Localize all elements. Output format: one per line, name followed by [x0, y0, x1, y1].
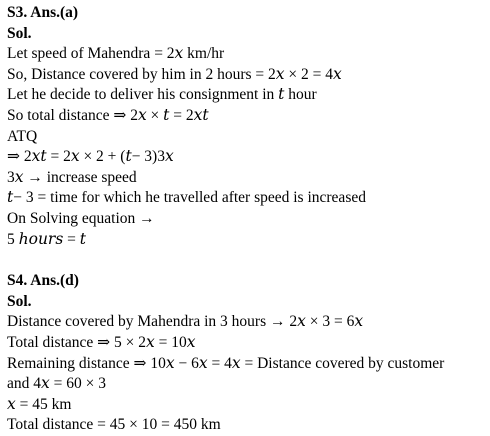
s3-line-result: 5 ℎ𝑜𝑢𝑟𝑠 = 𝑡 — [7, 230, 87, 248]
solution-s4 — [7, 271, 487, 436]
solution-document — [7, 3, 487, 436]
s3-line-time-after-increase: 𝑡− 3 = time for which he travelled after speed is increased — [7, 189, 366, 207]
s3-line-assume-time: Let he decide to deliver his consignment in 𝑡 hour — [7, 86, 317, 104]
s4-heading: S4. Ans.(d) — [7, 272, 79, 290]
s3-line-increase-speed: 3𝑥 → increase speed — [7, 168, 137, 186]
section-gap — [7, 250, 487, 271]
s3-line-atq: ATQ — [7, 127, 38, 145]
s3-heading: S3. Ans.(a) — [7, 4, 79, 21]
solution-s3 — [7, 3, 487, 250]
s3-line-total-distance: So total distance ⇒ 2𝑥 × 𝑡 = 2𝑥𝑡 — [7, 106, 209, 124]
s3-sol-label: Sol. — [7, 24, 32, 42]
s4-sol-label: Sol. — [7, 292, 32, 310]
s4-line-remaining-distance: Remaining distance ⇒ 10𝑥 − 6𝑥 = 4𝑥 = Distance covered by customer — [7, 354, 445, 372]
s4-line-final-distance: Total distance = 45 × 10 = 450 km — [7, 416, 221, 434]
s4-line-x-value: 𝑥 = 45 km — [7, 395, 72, 413]
s4-line-equation: and 4𝑥 = 60 × 3 — [7, 375, 106, 393]
s4-line-distance-3-hours: Distance covered by Mahendra in 3 hours → 2𝑥 × 3 = 6𝑥 — [7, 313, 364, 331]
s3-line-speed: Let speed of Mahendra = 2𝑥 km/hr — [7, 45, 225, 63]
s3-line-on-solving: On Solving equation → — [7, 209, 155, 227]
s3-line-distance-2-hours: So, Distance covered by him in 2 hours = 2𝑥 × 2 = 4𝑥 — [7, 65, 342, 83]
s3-line-equation: ⇒ 2𝑥𝑡 = 2𝑥 × 2 + (𝑡− 3)3𝑥 — [7, 148, 174, 166]
s4-line-total-distance: Total distance ⇒ 5 × 2𝑥 = 10𝑥 — [7, 333, 196, 351]
